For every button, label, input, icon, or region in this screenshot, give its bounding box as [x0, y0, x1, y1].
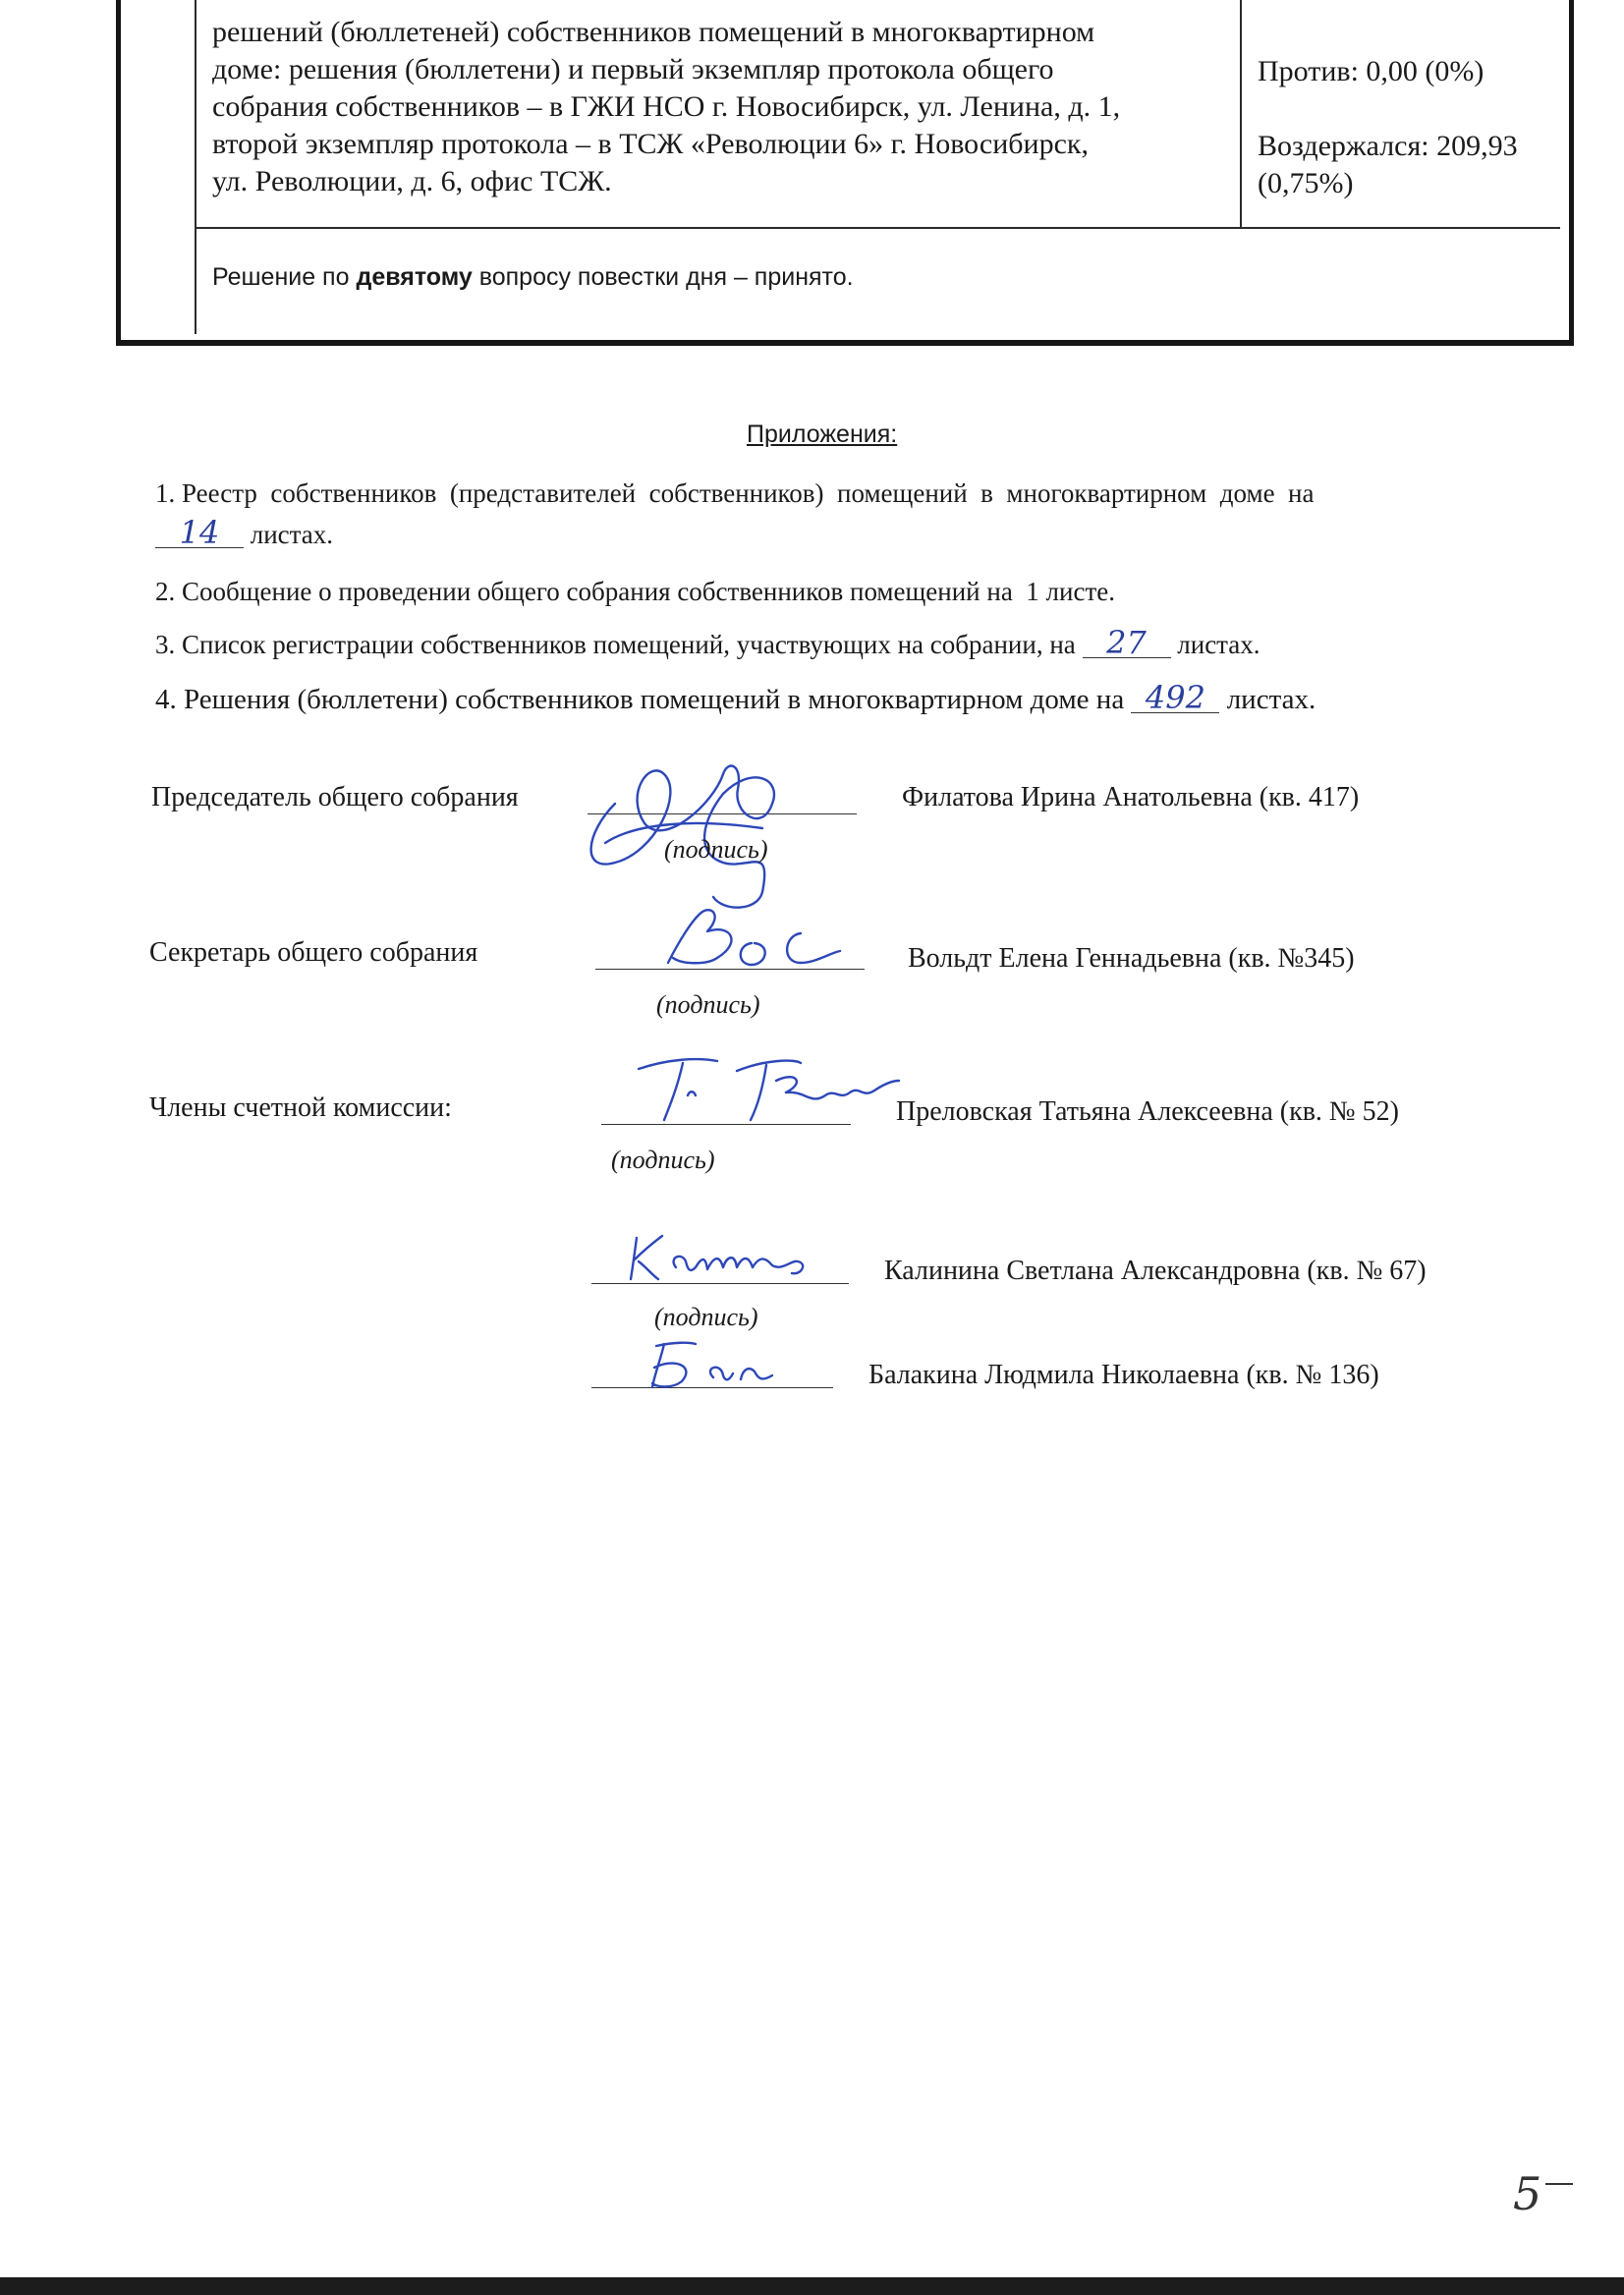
result-suffix: вопросу повестки дня – принято. — [472, 263, 854, 291]
scan-bottom-edge — [0, 2277, 1624, 2295]
appendix-item-4 — [155, 680, 1316, 717]
appendix-item-3-text: 3. Список регистрации собственников помещений, участвующих на собрании, на — [155, 630, 1076, 659]
appendix-title: Приложения: — [747, 420, 898, 448]
chair-role: Председатель общего собрания — [151, 782, 519, 812]
chair-name: Филатова Ирина Анатольевна (кв. 417) — [902, 782, 1360, 812]
member1-name: Преловская Татьяна Алексеевна (кв. № 52) — [896, 1096, 1399, 1127]
appendix-item-1b — [155, 515, 333, 552]
decision-line: доме: решения (бюллетени) и первый экземпляр протокола общего — [212, 53, 1054, 85]
chair-signature-mark — [576, 735, 831, 922]
member3-signature-mark — [635, 1336, 792, 1395]
appendix-item-1-suffix: листах. — [250, 520, 334, 549]
decision-line: решений (бюллетеней) собственников помещений в многоквартирном — [212, 16, 1095, 48]
table-vline-1 — [195, 0, 196, 334]
appendix-item-4-text: 4. Решения (бюллетени) собственников помещений в многоквартирном доме на — [155, 684, 1125, 715]
decision-line: собрания собственников – в ГЖИ НСО г. Новосибирск, ул. Ленина, д. 1, — [212, 90, 1121, 123]
vote-abstained-line-1: Воздержался: 209,93 — [1258, 130, 1518, 162]
member2-name: Калинина Светлана Александровна (кв. № 67) — [884, 1256, 1427, 1286]
result-row — [212, 263, 854, 292]
member1-signature-mark — [629, 1051, 904, 1130]
appendix-item-4-suffix: листах. — [1226, 684, 1316, 715]
commission-role: Члены счетной комиссии: — [149, 1092, 452, 1123]
chair-signature-caption: (подпись) — [664, 835, 768, 864]
handwritten-count-27: 27 — [1083, 625, 1171, 660]
appendix-item-1a: 1. Реестр собственников (представителей собственников) помещений в многоквартирном доме на — [155, 478, 1315, 508]
secretary-role: Секретарь общего собрания — [149, 937, 478, 968]
result-bold: девятому — [356, 263, 473, 291]
handwritten-count-14: 14 — [155, 515, 244, 550]
handwritten-count-492: 492 — [1131, 680, 1219, 715]
decision-line: ул. Революции, д. 6, офис ТСЖ. — [212, 165, 612, 197]
appendix-item-3-suffix: листах. — [1177, 630, 1260, 659]
member3-name: Балакина Людмила Николаевна (кв. № 136) — [868, 1360, 1379, 1390]
decision-text-cell — [212, 14, 1234, 200]
vote-against: Против: 0,00 (0%) — [1258, 55, 1484, 87]
secretary-signature-caption: (подпись) — [656, 990, 760, 1019]
result-prefix: Решение по — [212, 263, 357, 291]
appendix-item-3 — [155, 625, 1260, 662]
page-number-text: 5 — [1513, 2167, 1542, 2220]
vote-abstained — [1258, 128, 1518, 202]
secretary-name: Вольдт Елена Геннадьевна (кв. №345) — [908, 943, 1355, 974]
decision-line: второй экземпляр протокола – в ТСЖ «Революции 6» г. Новосибирск, — [212, 128, 1090, 160]
member2-signature-mark — [625, 1228, 841, 1287]
vote-abstained-line-2: (0,75%) — [1258, 167, 1354, 199]
secretary-signature-mark — [639, 904, 855, 982]
appendix-item-2: 2. Сообщение о проведении общего собрания собственников помещений на 1 листе. — [155, 577, 1115, 606]
member1-signature-caption: (подпись) — [611, 1146, 715, 1174]
table-vline-2 — [1240, 0, 1242, 228]
table-hline — [195, 227, 1560, 229]
page-number — [1513, 2167, 1573, 2220]
member2-signature-caption: (подпись) — [654, 1303, 758, 1331]
